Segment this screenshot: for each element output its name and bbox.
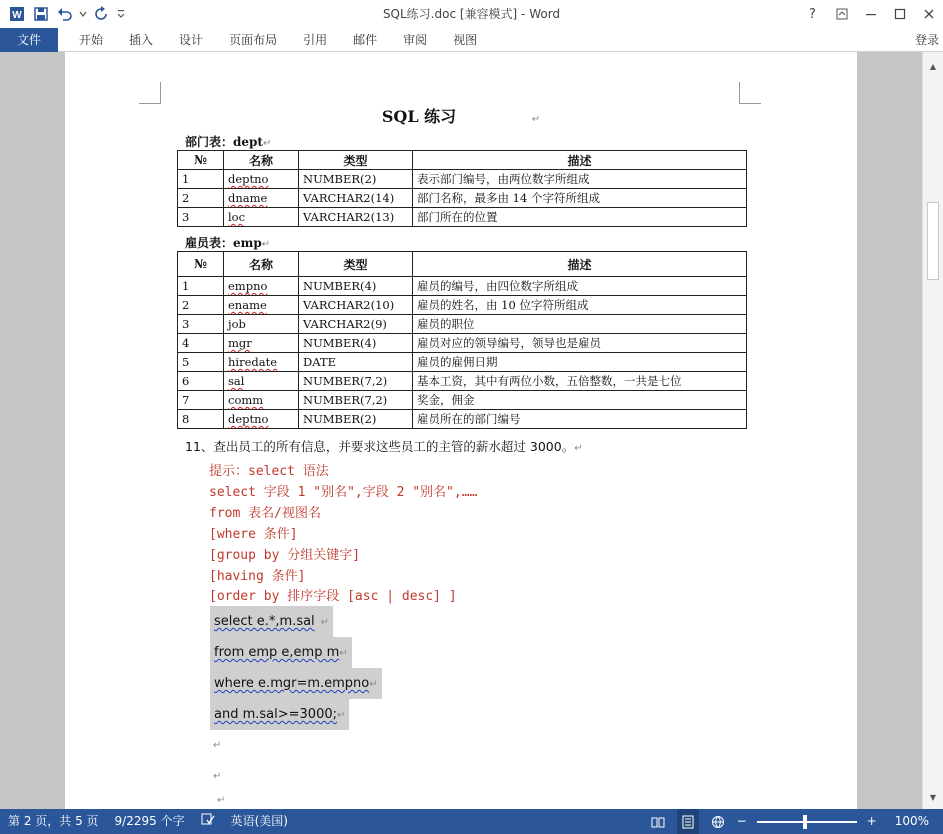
cell-no: 8	[178, 410, 224, 429]
cell-name: deptno	[224, 170, 299, 189]
cell-desc: 奖金，佣金	[413, 391, 747, 410]
code-line: select e.*,m.sal ↵	[210, 606, 333, 637]
tab-mailings[interactable]: 邮件	[353, 33, 378, 47]
table-row	[178, 391, 747, 410]
cell-desc: 部门所在的位置	[413, 208, 747, 227]
tab-file[interactable]: 文件	[0, 28, 58, 52]
cell-name: mgr	[224, 334, 299, 353]
table-row	[178, 208, 747, 227]
cell-no: 1	[178, 277, 224, 296]
document-area	[0, 52, 922, 809]
scroll-thumb[interactable]	[927, 202, 939, 280]
title-bar	[0, 0, 943, 28]
customize-toolbar-icon[interactable]	[114, 3, 128, 25]
cell-no: 3	[178, 208, 224, 227]
cell-name: empno	[224, 277, 299, 296]
scroll-up-icon[interactable]: ▲	[929, 61, 937, 71]
help-button[interactable]: ?	[809, 6, 816, 22]
col-header-desc: 描述	[413, 151, 747, 170]
table-row	[178, 353, 747, 372]
tab-home[interactable]: 开始	[79, 33, 104, 47]
word-app-icon[interactable]	[6, 3, 28, 25]
cell-no: 2	[178, 189, 224, 208]
question-text: 11、查出员工的所有信息，并要求这些员工的主管的薪水超过 3000。↵	[185, 439, 583, 454]
ribbon-display-options-icon[interactable]	[827, 0, 856, 28]
hint-line: [where 条件]	[209, 527, 298, 542]
quick-access-toolbar	[0, 0, 130, 28]
cell-type: NUMBER(2)	[299, 170, 413, 189]
cell-desc: 雇员的职位	[413, 315, 747, 334]
table-header-row	[178, 151, 747, 170]
zoom-in-button[interactable]: +	[866, 814, 877, 828]
hint-line: 提示：select 语法	[209, 464, 329, 479]
code-line: where e.mgr=m.empno↵	[210, 668, 382, 699]
empty-paragraph-mark: ↵	[213, 740, 222, 751]
redo-icon[interactable]	[90, 3, 112, 25]
margin-corner-top-right	[739, 82, 761, 104]
cell-type: VARCHAR2(13)	[299, 208, 413, 227]
table-row	[178, 277, 747, 296]
page-indicator[interactable]: 第 2 页，共 5 页	[8, 814, 99, 828]
sign-in-link[interactable]: 登录	[914, 33, 939, 47]
tab-design[interactable]: 设计	[179, 33, 204, 47]
col-header-name: 名称	[224, 151, 299, 170]
status-bar-right	[643, 809, 943, 834]
cell-name: sal	[224, 372, 299, 391]
scroll-down-icon[interactable]: ▼	[929, 792, 937, 802]
minimize-icon[interactable]	[856, 0, 885, 28]
close-icon[interactable]	[914, 0, 943, 28]
code-line: from emp e,emp m↵	[210, 637, 352, 668]
heading-text: SQL 练习	[381, 107, 457, 126]
cell-name: ename	[224, 296, 299, 315]
cell-no: 1	[178, 170, 224, 189]
cell-desc: 雇员所在的部门编号	[413, 410, 747, 429]
document-heading: SQL 练习 ↵	[381, 107, 541, 126]
chevron-down-icon[interactable]	[78, 3, 88, 25]
cell-type: NUMBER(4)	[299, 334, 413, 353]
col-header-desc: 描述	[413, 252, 747, 277]
table-row	[178, 315, 747, 334]
window-controls	[798, 0, 943, 28]
status-bar	[0, 809, 943, 834]
cell-desc: 雇员的雇佣日期	[413, 353, 747, 372]
tab-references[interactable]: 引用	[303, 33, 328, 47]
table-row	[178, 189, 747, 208]
maximize-icon[interactable]	[885, 0, 914, 28]
cell-type: VARCHAR2(14)	[299, 189, 413, 208]
col-header-name: 名称	[224, 252, 299, 277]
word-count[interactable]: 9/2295 个字	[114, 814, 185, 828]
cell-type: NUMBER(4)	[299, 277, 413, 296]
language-indicator[interactable]: 英语(美国)	[230, 814, 288, 828]
tab-insert[interactable]: 插入	[129, 33, 154, 47]
web-layout-icon[interactable]	[707, 809, 729, 834]
cell-name: job	[224, 315, 299, 334]
cell-name: hiredate	[224, 353, 299, 372]
hint-line: [group by 分组关键字]	[209, 548, 361, 563]
cell-no: 6	[178, 372, 224, 391]
cell-desc: 雇员对应的领导编号，领导也是雇员	[413, 334, 747, 353]
cell-desc: 雇员的姓名，由 10 位字符所组成	[413, 296, 747, 315]
cell-desc: 部门名称，最多由 14 个字符所组成	[413, 189, 747, 208]
svg-text:W: W	[12, 10, 22, 21]
table-header-row	[178, 252, 747, 277]
dept-table	[177, 150, 747, 227]
cell-no: 2	[178, 296, 224, 315]
zoom-slider[interactable]	[757, 821, 857, 823]
tab-view[interactable]: 视图	[453, 33, 478, 47]
cell-name: comm	[224, 391, 299, 410]
col-header-type: 类型	[299, 252, 413, 277]
table-row	[178, 372, 747, 391]
col-header-no: №	[178, 252, 224, 277]
col-header-no: №	[178, 151, 224, 170]
table-row	[178, 170, 747, 189]
cell-type: NUMBER(2)	[299, 410, 413, 429]
read-mode-icon[interactable]	[647, 809, 669, 834]
cell-no: 3	[178, 315, 224, 334]
emp-table	[177, 251, 747, 429]
empty-paragraph-mark: ↵	[213, 771, 222, 782]
hint-line: from 表名/视图名	[209, 506, 321, 521]
table-row	[178, 334, 747, 353]
cell-name: deptno	[224, 410, 299, 429]
tab-page-layout[interactable]: 页面布局	[229, 33, 278, 47]
vertical-scrollbar[interactable]	[922, 52, 943, 809]
cell-name: loc	[224, 208, 299, 227]
hint-line: select 字段 1 "别名",字段 2 "别名",……	[209, 485, 478, 500]
col-header-type: 类型	[299, 151, 413, 170]
cell-type: NUMBER(7,2)	[299, 372, 413, 391]
print-layout-icon[interactable]	[677, 809, 699, 834]
cell-type: DATE	[299, 353, 413, 372]
emp-table-label: 雇员表：emp↵	[185, 236, 271, 250]
hint-line: [order by 排序字段 [asc | desc] ]	[209, 589, 457, 604]
cell-no: 7	[178, 391, 224, 410]
empty-paragraph-mark: ↵	[217, 795, 226, 806]
cell-no: 4	[178, 334, 224, 353]
table-row	[178, 296, 747, 315]
dept-table-label: 部门表：dept↵	[185, 135, 272, 149]
cell-type: VARCHAR2(10)	[299, 296, 413, 315]
table-row	[178, 410, 747, 429]
cell-no: 5	[178, 353, 224, 372]
zoom-slider-thumb[interactable]	[803, 815, 807, 829]
cell-desc: 表示部门编号，由两位数字所组成	[413, 170, 747, 189]
document-title: SQL练习.doc [兼容模式] - Word	[382, 7, 561, 21]
cell-name: dname	[224, 189, 299, 208]
cell-type: NUMBER(7,2)	[299, 391, 413, 410]
zoom-out-button[interactable]: −	[736, 814, 747, 828]
proofing-icon[interactable]	[193, 809, 223, 834]
cell-type: VARCHAR2(9)	[299, 315, 413, 334]
zoom-level[interactable]: 100%	[894, 814, 929, 828]
cell-desc: 基本工资，其中有两位小数，五倍整数，一共是七位	[413, 372, 747, 391]
code-line: and m.sal>=3000;↵	[210, 699, 349, 730]
hint-line: [having 条件]	[209, 569, 306, 584]
ribbon-tabs	[0, 28, 943, 52]
cell-desc: 雇员的编号，由四位数字所组成	[413, 277, 747, 296]
undo-icon[interactable]	[54, 3, 76, 25]
save-icon[interactable]	[30, 3, 52, 25]
document-page[interactable]	[65, 52, 857, 809]
margin-corner-top-left	[139, 82, 161, 104]
tab-review[interactable]: 审阅	[403, 33, 428, 47]
